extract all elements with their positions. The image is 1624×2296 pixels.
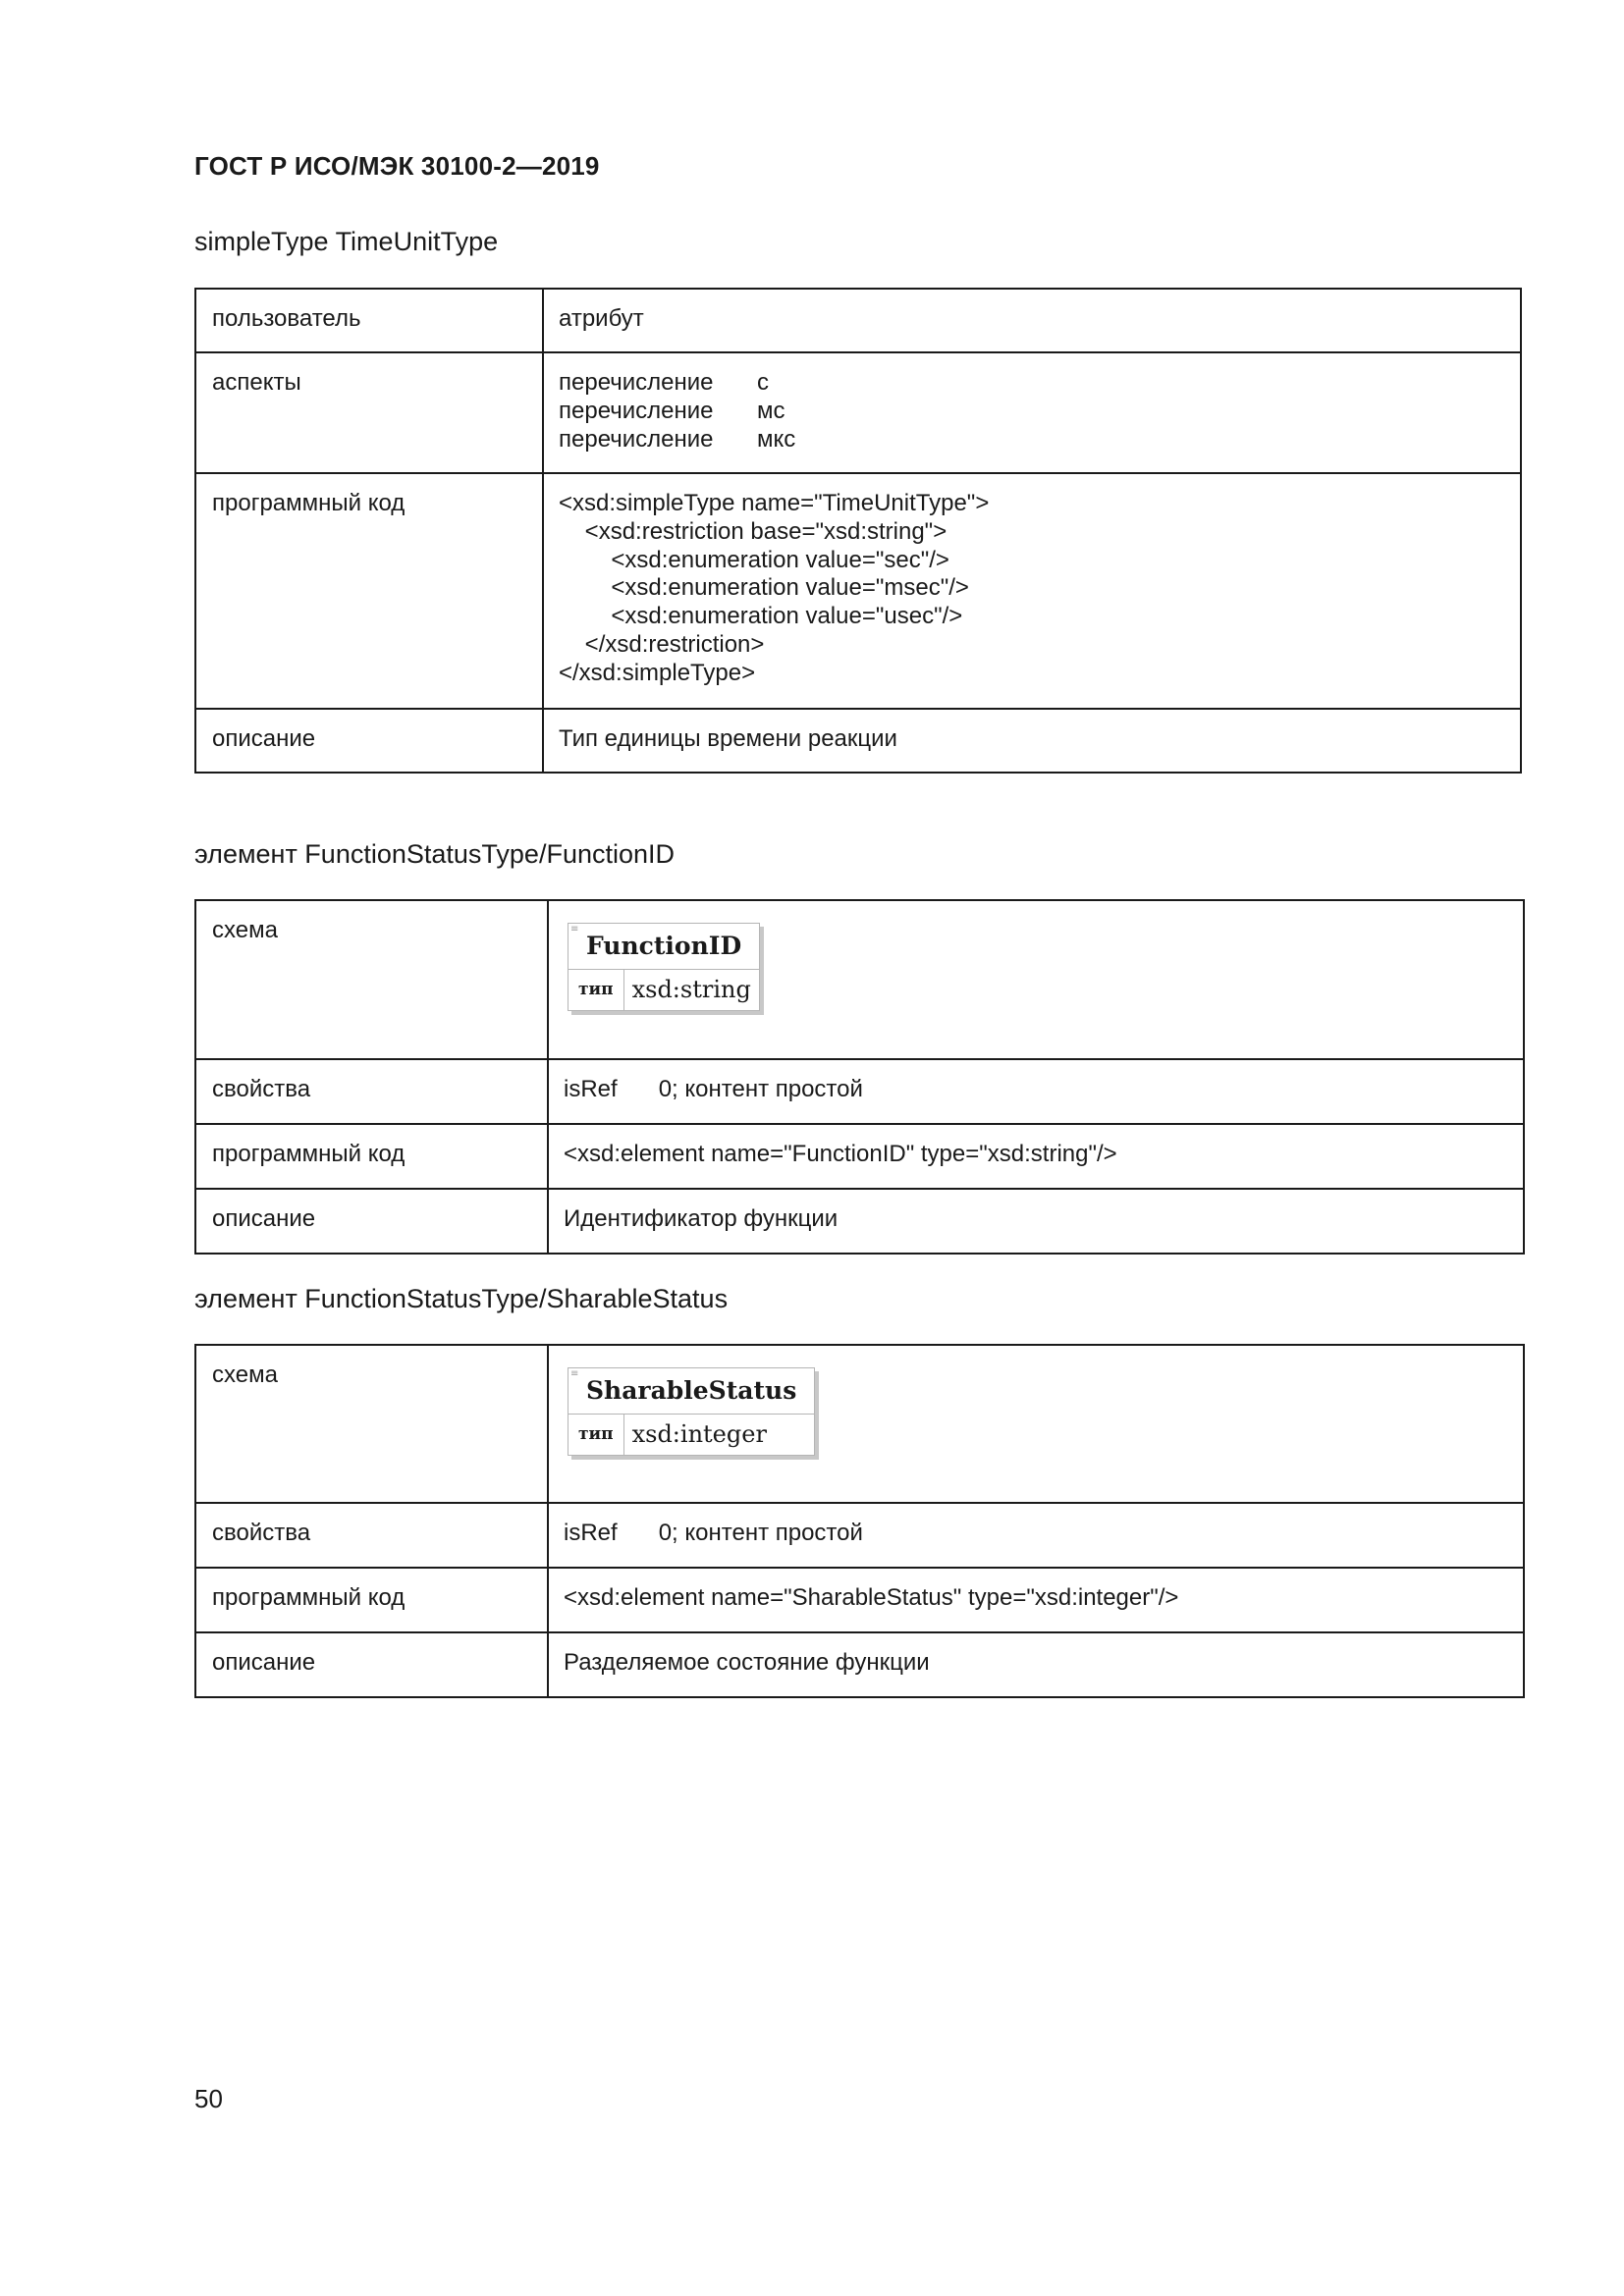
facet-item: [559, 369, 1505, 398]
row-label: программный код: [195, 1124, 548, 1189]
table-row: [195, 1189, 1524, 1254]
table-row: [195, 709, 1521, 773]
schema-diagram: [568, 923, 760, 1011]
time-unit-type-table: [194, 288, 1522, 774]
element-icon: ≡: [570, 1368, 579, 1379]
properties-key: isRef: [564, 1520, 618, 1546]
diagram-type-key: тип: [568, 1415, 624, 1455]
facet-kind: перечисление: [559, 425, 714, 453]
row-value: Тип единицы времени реакции: [543, 709, 1521, 773]
code-line: <xsd:enumeration value="msec"/>: [559, 574, 969, 602]
table-row: [195, 1345, 1524, 1503]
code-line: </xsd:restriction>: [559, 630, 765, 658]
row-label: аспекты: [195, 352, 543, 473]
row-label: схема: [195, 900, 548, 1059]
section-title-function-id: элемент FunctionStatusType/FunctionID: [194, 839, 676, 869]
facet-kind: перечисление: [559, 369, 714, 396]
diagram-type-row: [568, 970, 759, 1010]
diagram-type-value: xsd:string: [631, 976, 751, 1003]
table-row: [195, 289, 1521, 352]
code-line: </xsd:simpleType>: [559, 659, 756, 686]
table-row: [195, 1632, 1524, 1697]
diagram-type-value: xsd:integer: [631, 1420, 767, 1448]
table-row: [195, 1124, 1524, 1189]
properties-cell: [548, 1059, 1524, 1124]
row-value: Идентификатор функции: [548, 1189, 1524, 1254]
diagram-type-row: [568, 1415, 814, 1455]
table-row: [195, 900, 1524, 1059]
facet-item: [559, 398, 1505, 426]
row-label: схема: [195, 1345, 548, 1503]
row-label: описание: [195, 1632, 548, 1697]
table-row: [195, 352, 1521, 473]
diagram-type-key: тип: [568, 970, 624, 1010]
code-line: <xsd:restriction base="xsd:string">: [559, 517, 947, 545]
function-id-table: [194, 899, 1525, 1255]
document-header: ГОСТ Р ИСО/МЭК 30100-2—2019: [194, 151, 600, 181]
row-label: описание: [195, 1189, 548, 1254]
page-number: 50: [194, 2084, 223, 2113]
properties-cell: [548, 1503, 1524, 1568]
properties-value: 0; контент простой: [658, 1076, 863, 1102]
sharable-status-table: [194, 1344, 1525, 1698]
element-icon: ≡: [570, 924, 579, 934]
facet-value: мкс: [757, 425, 796, 453]
facet-value: мс: [757, 397, 785, 424]
diagram-element-name: SharableStatus: [568, 1368, 814, 1415]
table-row: [195, 1568, 1524, 1632]
facets-list: [543, 352, 1521, 473]
schema-diagram: [568, 1367, 815, 1456]
table-row: [195, 473, 1521, 709]
code-block: [543, 473, 1521, 709]
row-value: Разделяемое состояние функции: [548, 1632, 1524, 1697]
properties-key: isRef: [564, 1076, 618, 1102]
code-value: <xsd:element name="SharableStatus" type="xsd:integer"/>: [548, 1568, 1524, 1632]
code-line: <xsd:enumeration value="usec"/>: [559, 603, 963, 630]
row-label: описание: [195, 709, 543, 773]
facet-value: с: [757, 369, 769, 396]
code-line: <xsd:enumeration value="sec"/>: [559, 546, 949, 573]
section-title-sharable-status: элемент FunctionStatusType/SharableStatus: [194, 1284, 729, 1313]
code-line: <xsd:simpleType name="TimeUnitType">: [559, 490, 990, 516]
row-label: пользователь: [195, 289, 543, 352]
row-label: программный код: [195, 473, 543, 709]
code-value: <xsd:element name="FunctionID" type="xsd:string"/>: [548, 1124, 1524, 1189]
row-label: свойства: [195, 1503, 548, 1568]
facet-item: [559, 426, 1505, 454]
row-label: свойства: [195, 1059, 548, 1124]
schema-cell: [548, 900, 1524, 1059]
row-value: атрибут: [543, 289, 1521, 352]
facet-kind: перечисление: [559, 397, 714, 424]
properties-value: 0; контент простой: [658, 1520, 863, 1546]
table-row: [195, 1059, 1524, 1124]
schema-cell: [548, 1345, 1524, 1503]
diagram-element-name: FunctionID: [568, 924, 759, 970]
section-title-time-unit-type: simpleType TimeUnitType: [194, 227, 499, 256]
row-label: программный код: [195, 1568, 548, 1632]
table-row: [195, 1503, 1524, 1568]
